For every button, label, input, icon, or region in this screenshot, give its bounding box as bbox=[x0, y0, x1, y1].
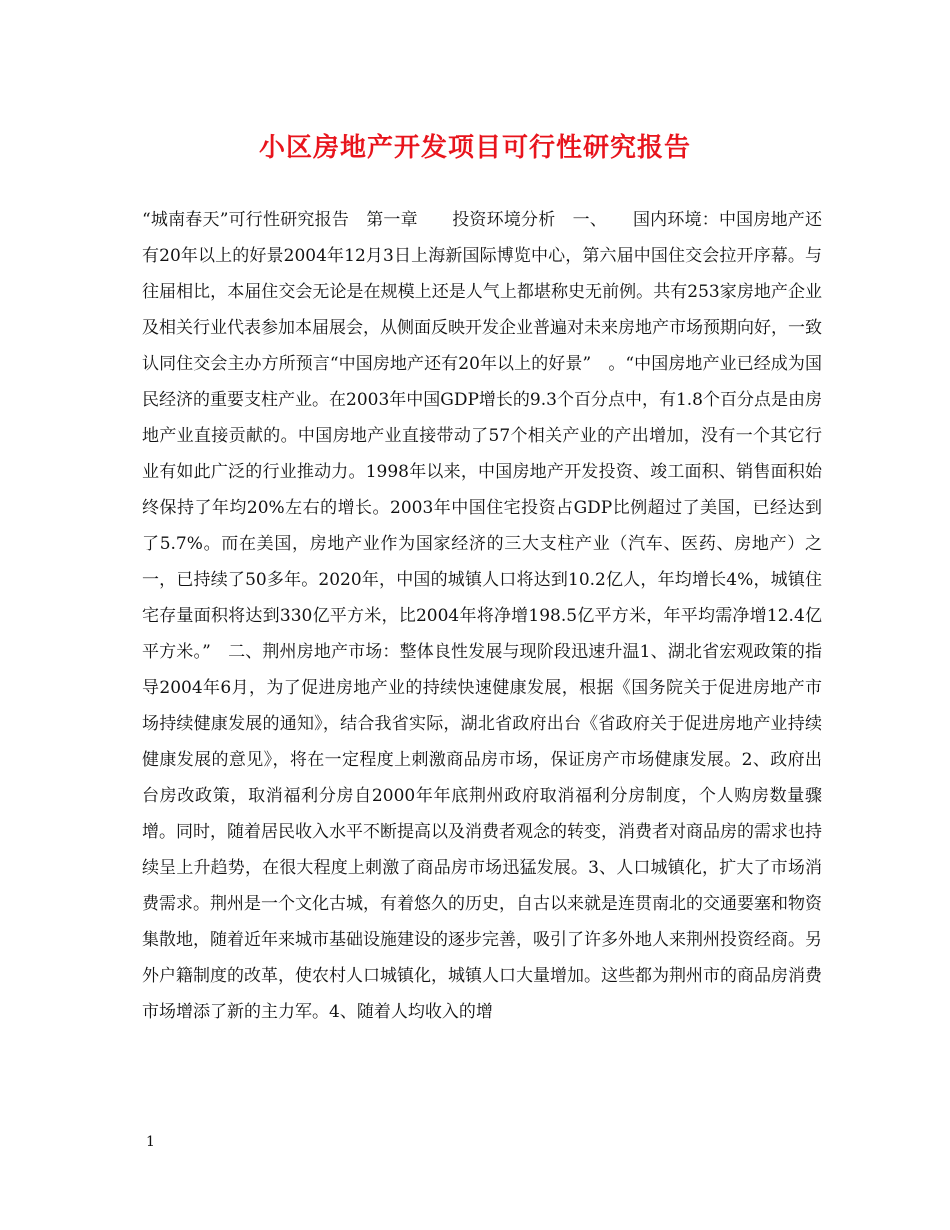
document-title: 小区房地产开发项目可行性研究报告 bbox=[258, 133, 691, 163]
page-number: 1 bbox=[146, 1134, 155, 1150]
document-body-text: “城南春天”可行性研究报告 第一章 投资环境分析 一、 国内环境：中国房地产还有20年以上的好景2004年12月3日上海新国际博览中心，第六届中国住交会拉开序幕。与往届相比，本届住交会无论是在规模上还是人气上都堪称史无前例。共有253家房地产企业及相关行业代表参加本届展会，从侧面反映开发企业普遍对未来房地产市场预期向好，一致认同住交会主办方所预言“中国房地产还有20年以上的好景” 。“中国房地产业已经成为国民经济的重要支柱产业。在2003年中国GDP增长的9.3个百分点中，有1.8个百分点是由房地产业直接贡献的。中国房地产业直接带动了57个相关产业的产出增加，没有一个其它行业有如此广泛的行业推动力。1998年以来，中国房地产开发投资、竣工面积、销售面积始终保持了年均20%左右的增长。2003年中国住宅投资占GDP比例超过了美国，已经达到了5.7%。而在美国，房地产业作为国家经济的三大支柱产业（汽车、医药、房地产）之一，已持续了50多年。2020年，中国的城镇人口将达到10.2亿人，年均增长4%，城镇住宅存量面积将达到330亿平方米，比2004年将净增198.5亿平方米，年平均需净增12.4亿平方米。” 二、荆州房地产市场：整体良性发展与现阶段迅速升温1、湖北省宏观政策的指导2004年6月，为了促进房地产业的持续快速健康发展，根据《国务院关于促进房地产市场持续健康发展的通知》，结合我省实际，湖北省政府出台《省政府关于促进房地产业持续健康发展的意见》，将在一定程度上刺激商品房市场，保证房产市场健康发展。2、政府出台房改政策，取消福利分房自2000年年底荆州政府取消福利分房制度，个人购房数量骤增。同时，随着居民收入水平不断提高以及消费者观念的转变，消费者对商品房的需求也持续呈上升趋势，在很大程度上刺激了商品房市场迅猛发展。3、人口城镇化，扩大了市场消费需求。荆州是一个文化古城，有着悠久的历史，自古以来就是连贯南北的交通要塞和物资集散地，随着近年来城市基础设施建设的逐步完善，吸引了许多外地人来荆州投资经商。另外户籍制度的改革，使农村人口城镇化，城镇人口大量增加。这些都为荆州市的商品房消费市场增添了新的主力军。4、随着人均收入的增 bbox=[142, 210, 822, 1022]
